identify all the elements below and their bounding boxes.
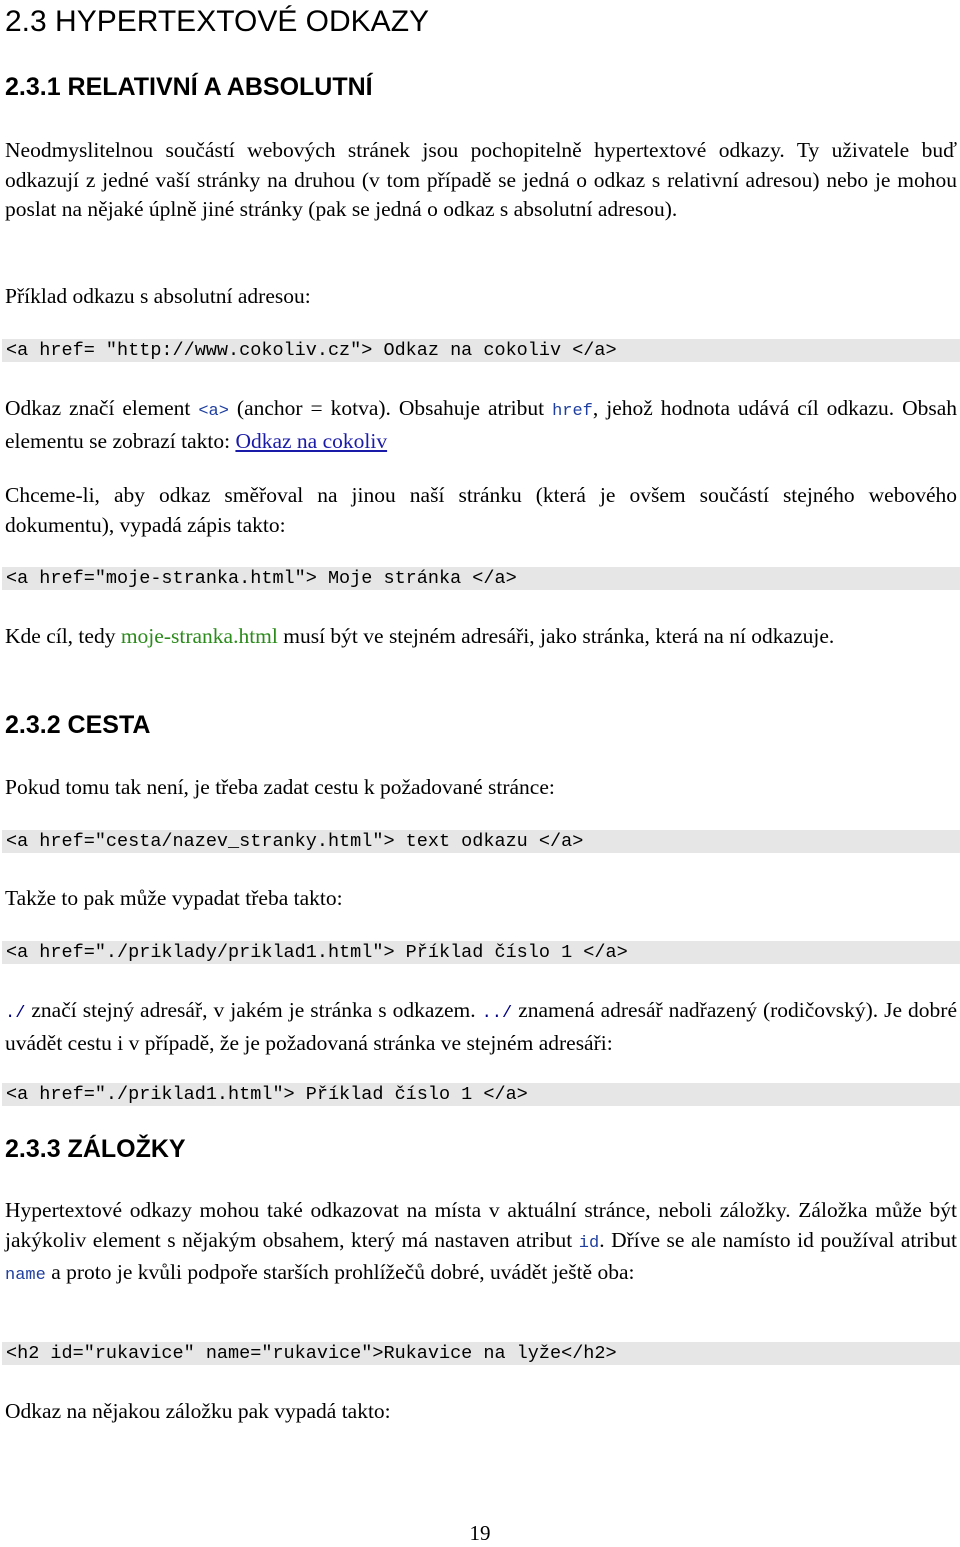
example-hyperlink[interactable]: Odkaz na cokoliv: [235, 428, 388, 453]
anchor-text-2: (anchor = kotva). Obsahuje atribut: [228, 396, 553, 420]
paragraph-relative-link: Chceme-li, aby odkaz směřoval na jinou naší stránku (která je ovšem součástí stejného webového dokumentu), vypadá zápis takto:: [5, 483, 957, 537]
anchor-text-3: , jehož hodnota udává cíl odkazu. Obsah elementu se zobrazí takto:: [5, 396, 958, 453]
paragraph-directories: [5, 996, 957, 1058]
paragraph-intro: Neodmyslitelnou součástí webových stránek jsou pochopitelně hypertextové odkazy. Ty uživatele buď odkazují z jedné vaší stránky na druhou (v tom případě se jedná o odkaz s relativní adresou) nebo je mohou poslat na nějaké úplně jiné stránky (pak se jedná o odkaz s absolutní adresou).: [5, 138, 957, 221]
code-block-same-dir: <a href="./priklad1.html"> Příklad číslo 1 </a>: [2, 1083, 960, 1106]
section-heading-path: 2.3.2 CESTA: [5, 711, 151, 739]
paragraph-bookmarks: [5, 1196, 957, 1291]
section-heading-relative-absolute: 2.3.1 RELATIVNÍ A ABSOLUTNÍ: [5, 73, 373, 101]
bookmarks-text-1: Hypertextové odkazy mohou také odkazovat na místa v aktuální stránce, neboli záložky. Záložka může být jakýkoliv element s nějakým obsahem, který má nastaven atribut: [5, 1198, 957, 1252]
inline-code-current-dir: ./: [5, 1004, 26, 1023]
main-heading: 2.3 HYPERTEXTOVÉ ODKAZY: [5, 5, 430, 38]
inline-code-a: <a>: [198, 402, 229, 421]
page-number: 19: [469, 1521, 491, 1545]
anchor-text-1: Odkaz značí element: [5, 396, 199, 420]
bookmarks-text-2: . Dříve se ale namísto id používal atribut: [599, 1227, 957, 1252]
bookmarks-text-3: a proto je kvůli podpoře starších prohlížečů dobré, uvádět ještě oba:: [45, 1260, 635, 1284]
paragraph-bookmark-link: Odkaz na nějakou záložku pak vypadá takto:: [5, 1399, 391, 1423]
section-heading-bookmarks: 2.3.3 ZÁLOŽKY: [5, 1135, 186, 1163]
target-text-2: musí být ve stejném adresáři, jako stránka, která na ní odkazuje.: [277, 624, 835, 648]
paragraph-path: Pokud tomu tak není, je třeba zadat cestu k požadované stránce:: [5, 775, 555, 799]
dirs-text-2: znamená adresář nadřazený (rodičovský). Je dobré uvádět cestu i v případě, že je požadovaná stránka ve stejném adresáři:: [5, 998, 958, 1055]
inline-code-id: id: [578, 1233, 600, 1253]
paragraph-target: [5, 622, 957, 652]
paragraph-example-absolute: Příklad odkazu s absolutní adresou:: [5, 284, 311, 308]
inline-code-parent-dir: ../: [481, 1004, 513, 1023]
paragraph-anchor: [5, 394, 957, 456]
inline-code-name: name: [5, 1266, 46, 1285]
code-block-relative-link: <a href="moje-stranka.html"> Moje stránka </a>: [2, 567, 960, 590]
target-text-1: Kde cíl, tedy: [5, 624, 121, 648]
code-block-absolute-link: <a href= "http://www.cokoliv.cz"> Odkaz na cokoliv </a>: [2, 339, 960, 362]
paragraph-looks-like: Takže to pak může vypadat třeba takto:: [5, 886, 343, 910]
dirs-text-1: značí stejný adresář, v jakém je stránka s odkazem.: [25, 998, 482, 1022]
code-block-h2-bookmark: <h2 id="rukavice" name="rukavice">Rukavice na lyže</h2>: [2, 1342, 960, 1365]
inline-code-href: href: [552, 402, 593, 421]
code-block-example: <a href="./priklady/priklad1.html"> Příklad číslo 1 </a>: [2, 941, 960, 964]
code-block-path: <a href="cesta/nazev_stranky.html"> text odkazu </a>: [2, 830, 960, 853]
target-filename: moje-stranka.html: [120, 624, 278, 648]
